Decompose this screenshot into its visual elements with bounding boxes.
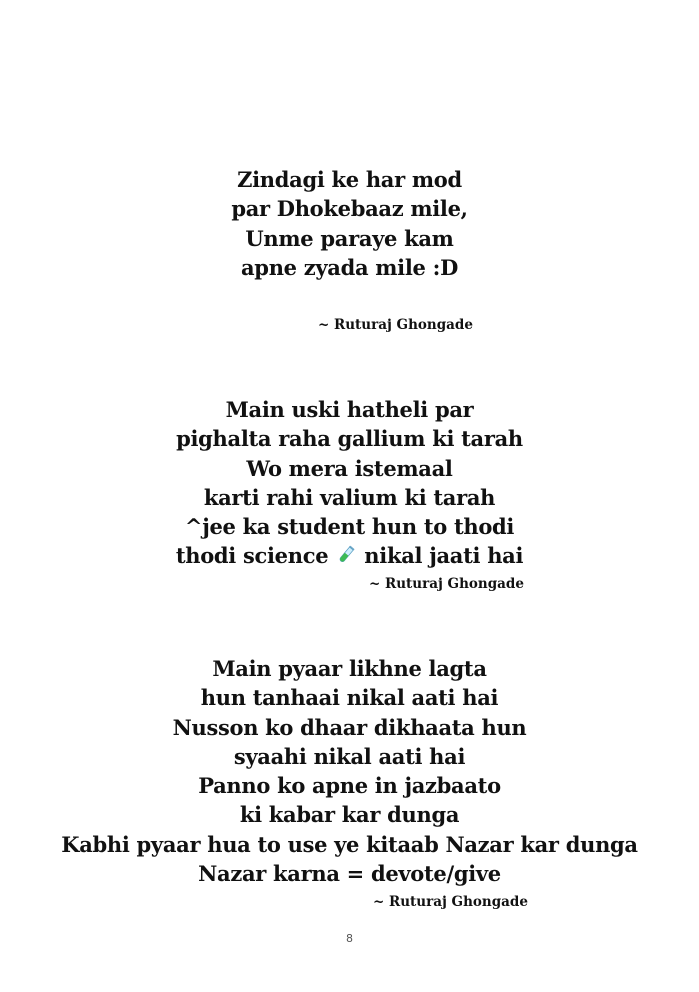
poem-line: Nazar karna = devote/give <box>198 861 501 887</box>
poem-line: apne zyada mile :D <box>241 254 458 280</box>
poem-line: Kabhi pyaar hua to use ye kitaab Nazar kar dunga <box>61 831 638 857</box>
poem-line: Wo mera istemaal <box>246 455 453 481</box>
poem-line-part: thodi science <box>175 543 329 569</box>
poem-line: karti rahi valium ki tarah <box>203 484 496 510</box>
poem-line: Zindagi ke har mod <box>237 167 462 192</box>
poem-line: par Dhokebaaz mile, <box>231 196 468 222</box>
poem-2 <box>0 395 699 571</box>
poem-line: Panno ko apne in jazbaato <box>198 773 501 799</box>
poem-1 <box>0 165 699 282</box>
poem-line: Nusson ko dhaar dikhaata hun <box>172 714 527 740</box>
poem-line: ki kabar kar dunga <box>239 802 460 828</box>
poem-line: syaahi nikal aati hai <box>233 743 466 769</box>
poem-line: hun tanhaai nikal aati hai <box>200 685 499 711</box>
poem-2-author: ~ Ruturaj Ghongade <box>369 576 524 592</box>
poem-line: ^jee ka student hun to thodi <box>184 514 515 540</box>
poem-3 <box>0 654 699 888</box>
poem-line: Main pyaar likhne lagta <box>212 656 487 681</box>
poem-1-author: ~ Ruturaj Ghongade <box>318 317 473 333</box>
poem-line-part: nikal jaati hai <box>364 543 524 569</box>
poem-line: pighalta raha gallium ki tarah <box>176 426 523 452</box>
test-tube-icon <box>335 544 357 566</box>
poem-line: Main uski hatheli par <box>225 397 474 422</box>
poem-line: Unme paraye kam <box>245 225 454 251</box>
page-number: 8 <box>346 932 353 945</box>
poem-3-author: ~ Ruturaj Ghongade <box>373 894 528 910</box>
poem-line-with-icon <box>0 541 699 570</box>
